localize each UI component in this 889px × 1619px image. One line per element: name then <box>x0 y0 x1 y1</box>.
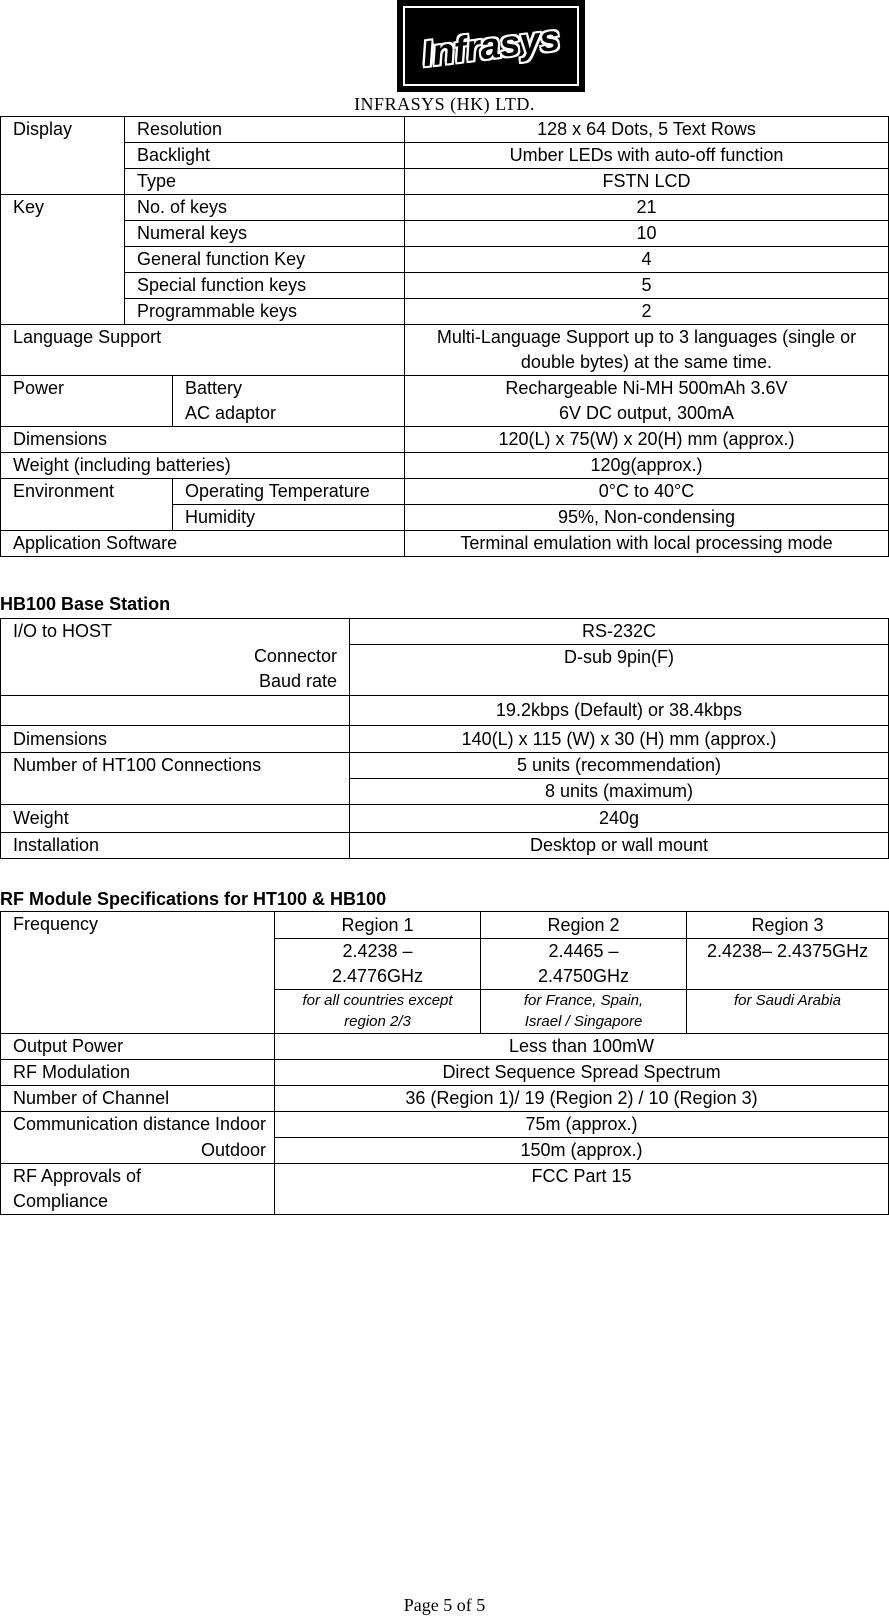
spec-value: D-sub 9pin(F) <box>350 645 889 696</box>
spec-label: Dimensions <box>1 726 350 753</box>
spec-label: Language Support <box>1 325 405 376</box>
logo-text: Infrasys <box>419 16 562 75</box>
region-header: Region 2 <box>481 912 687 939</box>
table-row <box>1 376 889 427</box>
table-row <box>1 221 889 247</box>
spec-label-group <box>1 1112 275 1138</box>
spec-label: AC adaptor <box>185 403 277 423</box>
spec-label-group <box>1 619 350 696</box>
spec-label: Output Power <box>1 1034 275 1060</box>
table-row <box>1 273 889 299</box>
spec-group-label: Key <box>1 195 125 221</box>
spec-value: 10 <box>405 221 889 247</box>
table-row <box>1 195 889 221</box>
rf-section-title: RF Module Specifications for HT100 & HB100 <box>0 889 387 909</box>
table-row <box>1 453 889 479</box>
spec-value: 150m (approx.) <box>275 1138 889 1164</box>
table-row <box>1 833 889 859</box>
table-row <box>1 479 889 505</box>
spec-value: 240g <box>350 805 889 833</box>
spec-label: Number of HT100 Connections <box>1 753 350 805</box>
spec-label: Type <box>125 169 405 195</box>
spec-label: Frequency <box>1 912 275 1034</box>
spec-label: Application Software <box>1 531 405 557</box>
hb100-section-title: HB100 Base Station <box>0 594 171 614</box>
spec-value: 8 units (maximum) <box>350 779 889 805</box>
spec-value: 6V DC output, 300mA <box>558 403 735 423</box>
region-header: Region 1 <box>275 912 481 939</box>
table-row <box>1 1034 889 1060</box>
spec-value: Rechargeable Ni-MH 500mAh 3.6V <box>505 378 788 398</box>
table-row <box>1 696 889 726</box>
spec-label: Humidity <box>173 505 405 531</box>
spec-value: FSTN LCD <box>405 169 889 195</box>
spec-value: 5 units (recommendation) <box>350 753 889 779</box>
spec-label: General function Key <box>125 247 405 273</box>
spec-label: Outdoor <box>1 1138 275 1164</box>
table-row <box>1 531 889 557</box>
spec-group-label: Environment <box>1 479 173 505</box>
spec-value: 2.4238 – 2.4776GHz <box>275 939 481 990</box>
spec-value: 2 <box>405 299 889 325</box>
region-header: Region 3 <box>687 912 889 939</box>
page-number: Page 5 of 5 <box>403 1595 486 1615</box>
spec-label: Number of Channel <box>1 1086 275 1112</box>
region-note: for Saudi Arabia <box>687 990 889 1034</box>
table-row <box>1 753 889 779</box>
table-row <box>1 325 889 376</box>
infrasys-logo <box>397 0 585 92</box>
rf-spec-table <box>0 911 889 1215</box>
spec-value: 4 <box>405 247 889 273</box>
spec-label: Programmable keys <box>125 299 405 325</box>
spec-label: Backlight <box>125 143 405 169</box>
spec-value: Multi-Language Support up to 3 languages (single or double bytes) at the same time. <box>405 325 889 376</box>
table-row <box>1 1060 889 1086</box>
page-header <box>0 0 889 116</box>
spec-label: RF Approvals of Compliance <box>1 1164 275 1215</box>
spec-label: Operating Temperature <box>173 479 405 505</box>
spec-label: Communication distance <box>13 1114 211 1134</box>
spec-label: Installation <box>1 833 350 859</box>
spec-label: Dimensions <box>1 427 405 453</box>
spec-value: 120g(approx.) <box>405 453 889 479</box>
table-row <box>1 299 889 325</box>
spec-value: 140(L) x 115 (W) x 30 (H) mm (approx.) <box>350 726 889 753</box>
table-row <box>1 143 889 169</box>
spec-label: Special function keys <box>125 273 405 299</box>
table-row <box>1 1164 889 1215</box>
spec-value: FCC Part 15 <box>275 1164 889 1215</box>
table-row <box>1 117 889 143</box>
spec-label: Weight <box>1 805 350 833</box>
spec-value: RS-232C <box>350 619 889 645</box>
spec-value: Direct Sequence Spread Spectrum <box>275 1060 889 1086</box>
spec-value: 36 (Region 1)/ 19 (Region 2) / 10 (Region 3) <box>275 1086 889 1112</box>
spec-value: 0°C to 40°C <box>405 479 889 505</box>
table-row <box>1 247 889 273</box>
spec-label-group <box>173 376 405 427</box>
spec-value: 120(L) x 75(W) x 20(H) mm (approx.) <box>405 427 889 453</box>
ht100-spec-table <box>0 116 889 557</box>
table-row <box>1 619 889 645</box>
spec-value: 75m (approx.) <box>275 1112 889 1138</box>
spec-group-label: Display <box>1 117 125 143</box>
table-row <box>1 912 889 939</box>
region-note: for all countries except region 2/3 <box>275 990 481 1034</box>
spec-label: Battery <box>185 378 243 398</box>
table-row <box>1 726 889 753</box>
spec-label: Connector <box>253 646 337 666</box>
spec-value: 2.4238– 2.4375GHz <box>687 939 889 990</box>
spec-label: Weight (including batteries) <box>1 453 405 479</box>
spec-label: Numeral keys <box>125 221 405 247</box>
spec-value: 5 <box>405 273 889 299</box>
spec-value: Terminal emulation with local processing mode <box>405 531 889 557</box>
spec-value: Desktop or wall mount <box>350 833 889 859</box>
spec-value: Less than 100mW <box>275 1034 889 1060</box>
spec-value: Umber LEDs with auto-off function <box>405 143 889 169</box>
table-row <box>1 805 889 833</box>
spec-label: Baud rate <box>258 671 337 691</box>
spec-label: Indoor <box>214 1114 267 1134</box>
spec-label: I/O to HOST <box>13 621 113 641</box>
spec-value: 95%, Non-condensing <box>405 505 889 531</box>
table-row <box>1 505 889 531</box>
spec-value: 2.4465 – 2.4750GHz <box>481 939 687 990</box>
spec-value: 21 <box>405 195 889 221</box>
region-note: for France, Spain, Israel / Singapore <box>481 990 687 1034</box>
table-row <box>1 1112 889 1138</box>
spec-group-label: Power <box>1 376 173 427</box>
table-row <box>1 1086 889 1112</box>
spec-value: 128 x 64 Dots, 5 Text Rows <box>405 117 889 143</box>
spec-label: No. of keys <box>125 195 405 221</box>
table-row <box>1 1138 889 1164</box>
table-row <box>1 169 889 195</box>
spec-label: Resolution <box>125 117 405 143</box>
spec-value-group <box>405 376 889 427</box>
hb100-spec-table <box>0 618 889 859</box>
company-name: INFRASYS (HK) LTD. <box>354 94 535 114</box>
spec-value: 19.2kbps (Default) or 38.4kbps <box>350 696 889 726</box>
spec-label: RF Modulation <box>1 1060 275 1086</box>
table-row <box>1 427 889 453</box>
